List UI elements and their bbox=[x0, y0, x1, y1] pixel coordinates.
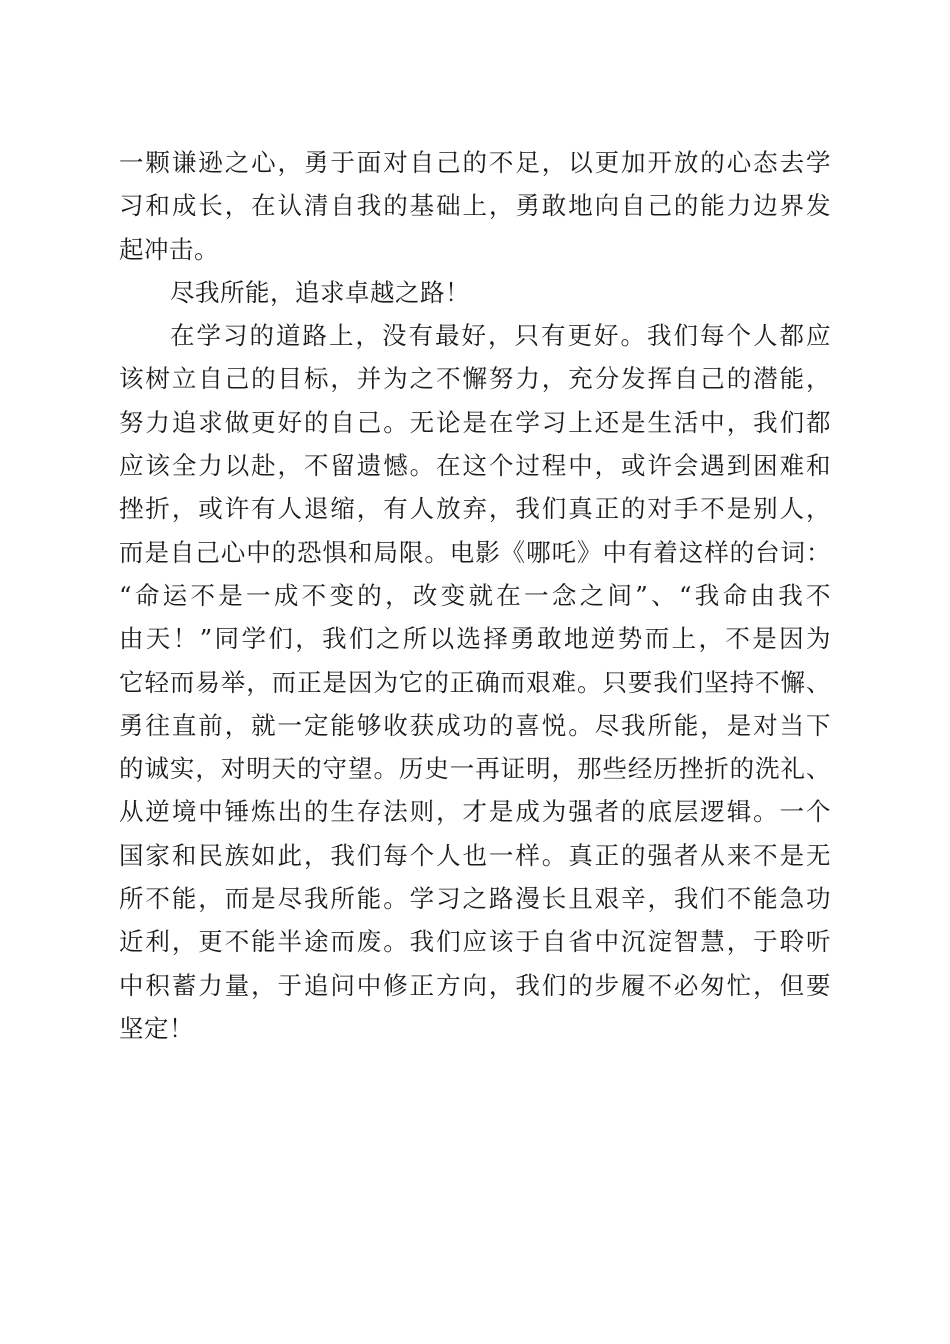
text-line: 中积蓄力量，于追问中修正方向，我们的步履不必匆忙，但要 bbox=[119, 970, 831, 1000]
text-line: 近利，更不能半途而废。我们应该于自省中沉淀智慧，于聆听 bbox=[119, 927, 831, 957]
paragraph-1 bbox=[119, 141, 831, 271]
document-body bbox=[119, 141, 831, 1050]
text-line: 挫折，或许有人退缩，有人放弃，我们真正的对手不是别人， bbox=[119, 494, 831, 524]
text-line: 它轻而易举，而正是因为它的正确而艰难。只要我们坚持不懈、 bbox=[119, 667, 831, 697]
text-line: 坚定！ bbox=[119, 1013, 194, 1043]
text-line: 努力追求做更好的自己。无论是在学习上还是生活中，我们都 bbox=[119, 407, 831, 437]
text-line: 从逆境中锤炼出的生存法则，才是成为强者的底层逻辑。一个 bbox=[119, 797, 831, 827]
text-line: 勇往直前，就一定能够收获成功的喜悦。尽我所能，是对当下 bbox=[119, 710, 831, 740]
text-line: 在学习的道路上，没有最好，只有更好。我们每个人都应 bbox=[170, 321, 831, 351]
text-line: 而是自己心中的恐惧和局限。电影《哪吒》中有着这样的台词： bbox=[119, 537, 831, 567]
text-line: 所不能，而是尽我所能。学习之路漫长且艰辛，我们不能急功 bbox=[119, 884, 831, 914]
text-line: 该树立自己的目标，并为之不懈努力，充分发挥自己的潜能， bbox=[119, 364, 831, 394]
paragraph-2 bbox=[119, 314, 831, 1050]
text-line: 应该全力以赴，不留遗憾。在这个过程中，或许会遇到困难和 bbox=[119, 451, 831, 481]
text-line: 一颗谦逊之心，勇于面对自己的不足，以更加开放的心态去学 bbox=[119, 148, 831, 177]
text-line: 的诚实，对明天的守望。历史一再证明，那些经历挫折的洗礼、 bbox=[119, 754, 831, 784]
text-line: 国家和民族如此，我们每个人也一样。真正的强者从来不是无 bbox=[119, 840, 831, 870]
text-line: 由天！”同学们，我们之所以选择勇敢地逆势而上，不是因为 bbox=[119, 624, 831, 654]
section-heading: 尽我所能，追求卓越之路！ bbox=[170, 277, 470, 307]
text-line: “命运不是一成不变的，改变就在一念之间”、“我命由我不 bbox=[119, 580, 831, 610]
text-line: 习和成长，在认清自我的基础上，勇敢地向自己的能力边界发 bbox=[119, 191, 831, 221]
text-line: 起冲击。 bbox=[119, 234, 219, 264]
